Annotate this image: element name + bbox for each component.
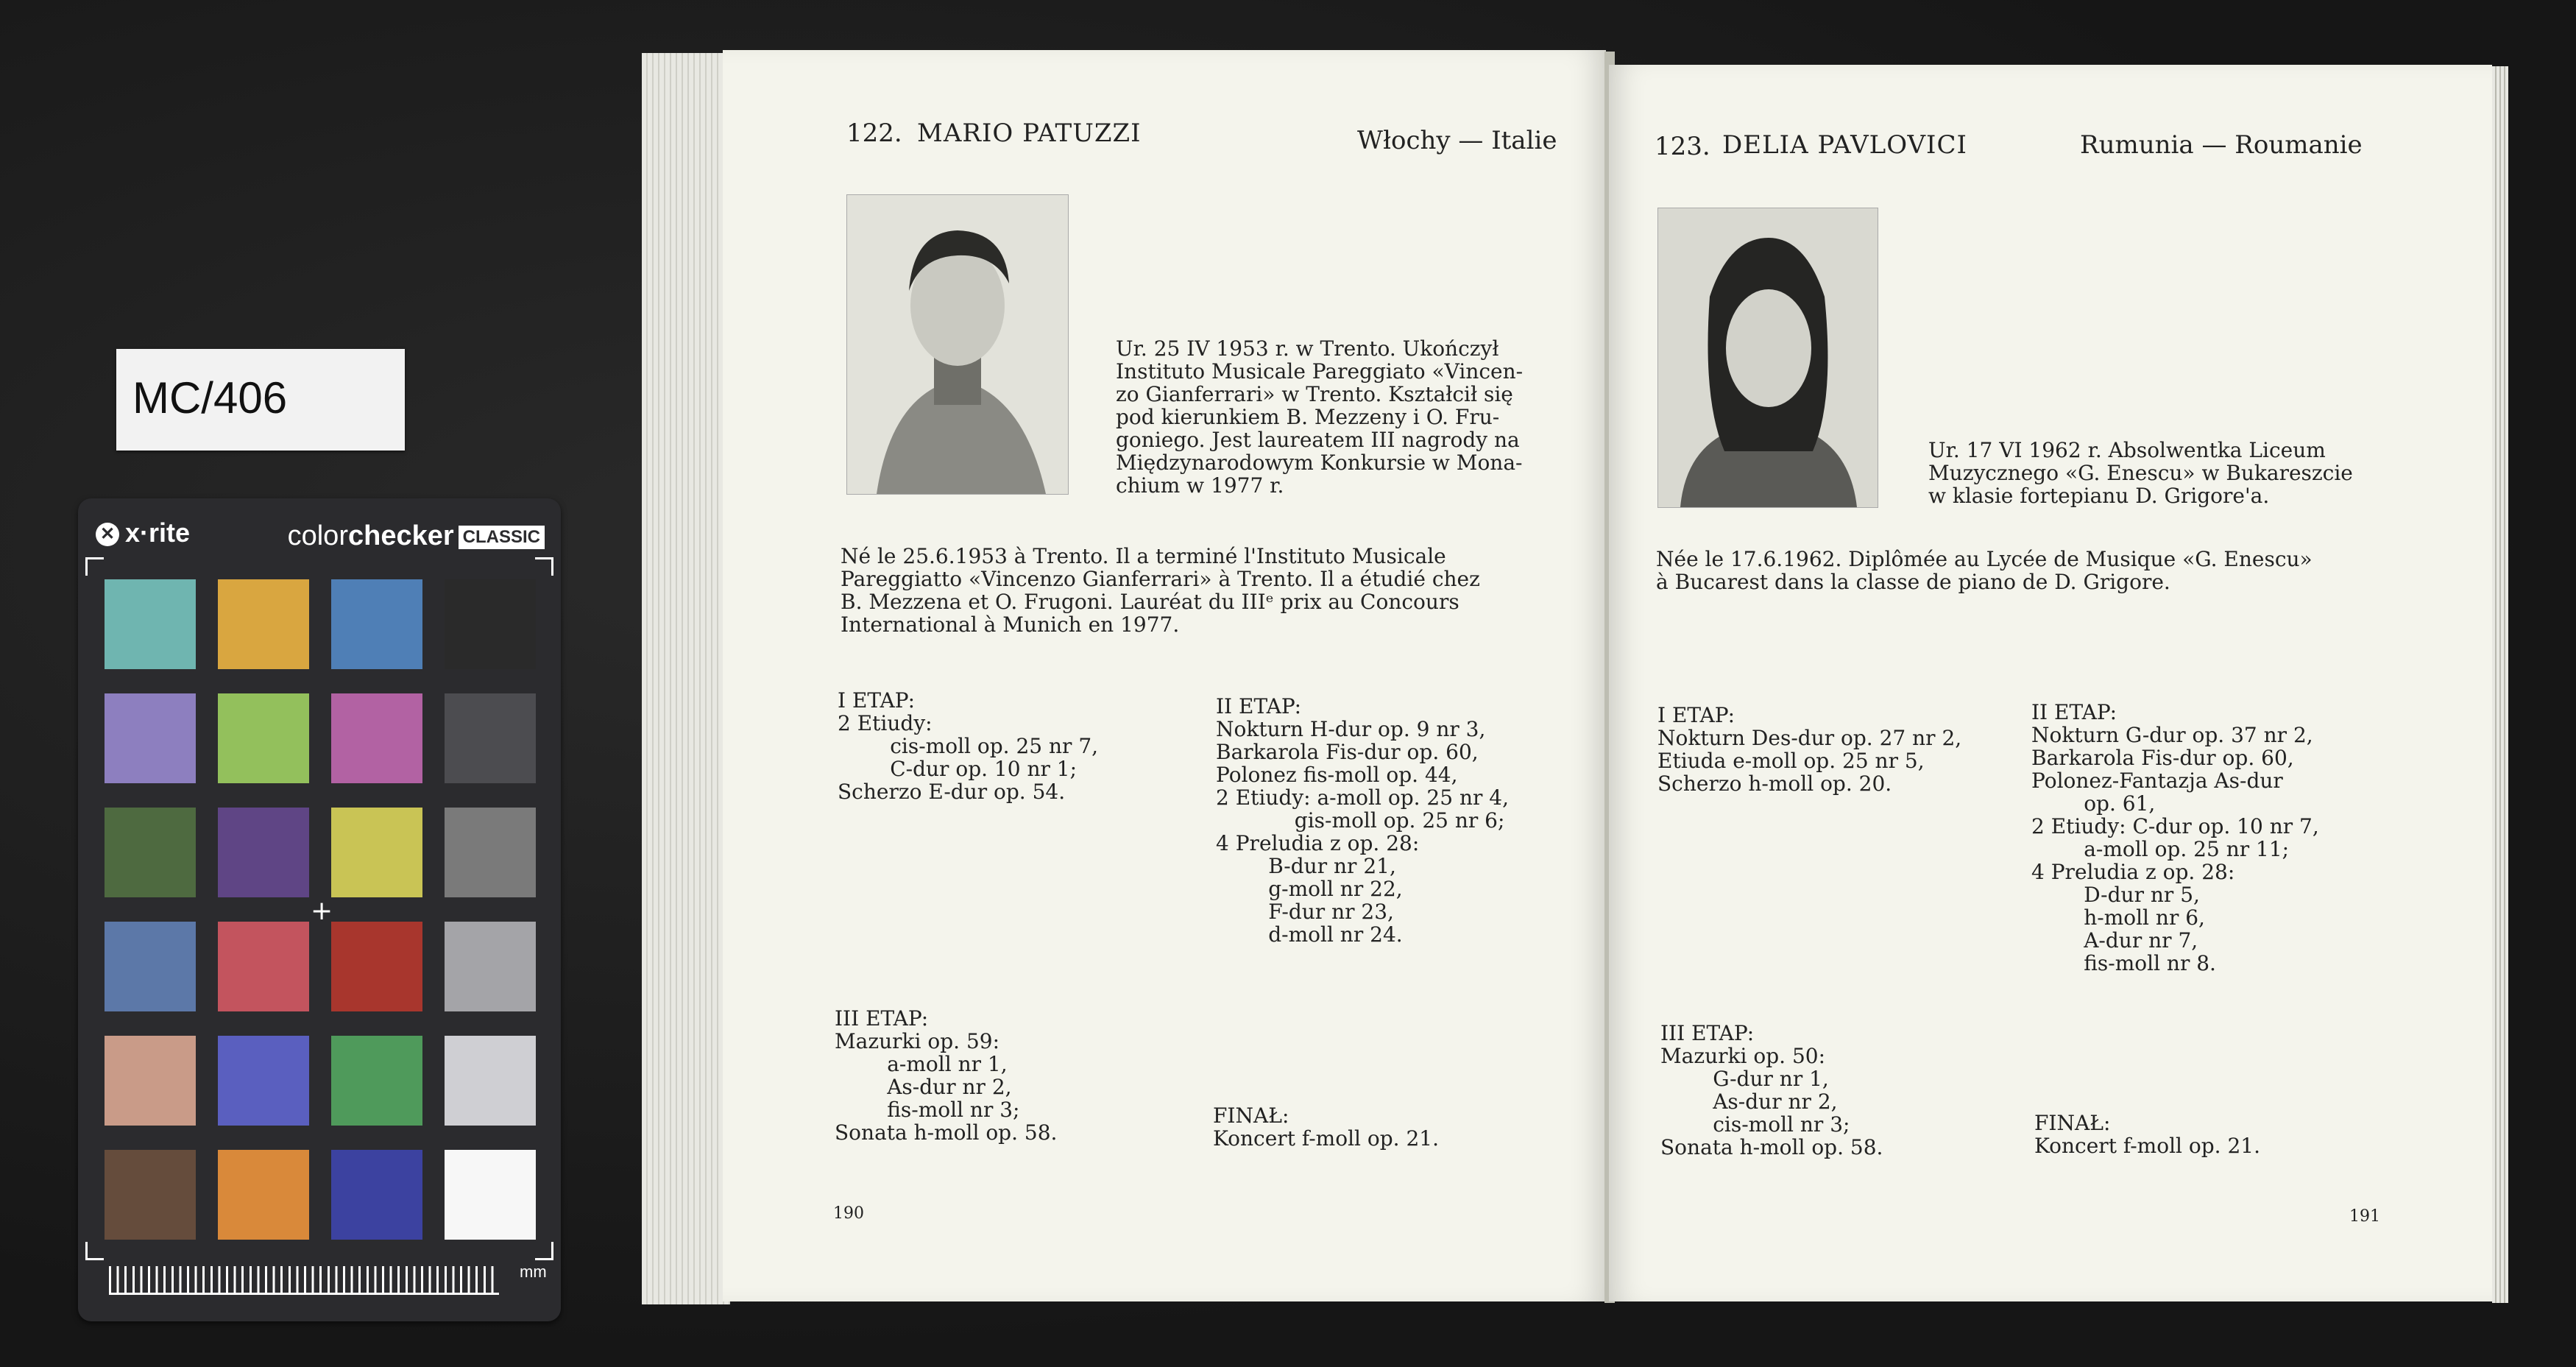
book-page-edges <box>642 53 730 1304</box>
xrite-icon: ✕ <box>96 523 119 546</box>
crosshair-icon: + <box>311 896 333 926</box>
etap3-program: Mazurki op. 50: G-dur nr 1, As-dur nr 2, cis-moll nr 3; Sonata h-moll op. 58. <box>1660 1044 1883 1159</box>
corner-mark <box>535 1242 553 1260</box>
color-swatch <box>331 1150 422 1240</box>
color-swatch <box>218 922 309 1011</box>
product-bold-text: checker <box>347 520 454 551</box>
right-page <box>1609 65 2492 1301</box>
color-swatch <box>445 693 536 783</box>
book-right-edges <box>2492 66 2508 1303</box>
final-program: Koncert f-moll op. 21. <box>2034 1134 2261 1158</box>
corner-mark <box>85 1242 104 1260</box>
bio-french: Né le 25.6.1953 à Trento. Il a terminé l'Instituto Musicale Pareggiatto «Vincenzo Gianferrari» à Trento. Il a étudié chez B. Mezzena et O. Frugoni. Lauréat du IIIᵉ prix au Concours International à Munich en 1977. <box>841 544 1480 637</box>
corner-mark <box>85 557 104 576</box>
etap1-program: 2 Etiudy: cis-moll op. 25 nr 7, C-dur op. 10 nr 1; Scherzo E-dur op. 54. <box>838 711 1099 804</box>
color-swatch <box>105 579 196 669</box>
portrait-photo <box>1657 208 1878 508</box>
etap3-title: III ETAP: <box>835 1006 929 1031</box>
color-swatch <box>105 1150 196 1240</box>
xrite-brand-text: x·rite <box>125 518 191 548</box>
color-swatch <box>445 1036 536 1126</box>
etap2-program: Nokturn G-dur op. 37 nr 2, Barkarola Fis-dur op. 60, Polonez-Fantazja As-dur op. 61, 2 Etiudy: C-dur op. 10 nr 7, a-moll op. 25 nr 11; 4 Preludia z op. 28: D-dur nr 5, h-moll nr 6, A-dur nr 7, fis-moll nr 8. <box>2031 723 2319 975</box>
etap2-title: II ETAP: <box>1216 694 1302 718</box>
page-number: 190 <box>833 1204 864 1223</box>
color-swatch <box>218 1150 309 1240</box>
bio-polish: Ur. 17 VI 1962 r. Absolwentka Liceum Muzycznego «G. Enescu» w Bukareszcie w klasie fortepianu D. Grigore'a. <box>1928 438 2353 508</box>
color-swatch <box>218 808 309 897</box>
entry-name: DELIA PAVLOVICI <box>1722 130 1967 160</box>
etap1-title: I ETAP: <box>1657 703 1735 727</box>
color-swatch <box>218 1036 309 1126</box>
xrite-logo <box>96 518 190 548</box>
final-title: FINAŁ: <box>2034 1111 2111 1135</box>
etap2-program: Nokturn H-dur op. 9 nr 3, Barkarola Fis-dur op. 60, Polonez fis-moll op. 44, 2 Etiudy: a-moll op. 25 nr 4, gis-moll op. 25 nr 6; 4 Preludia z op. 28: B-dur nr 21, g-moll nr 22, F-dur nr 23, d-moll nr 24. <box>1216 717 1509 947</box>
etap1-title: I ETAP: <box>838 688 916 713</box>
final-title: FINAŁ: <box>1213 1103 1289 1128</box>
color-swatch <box>445 579 536 669</box>
entry-country: Rumunia — Roumanie <box>2080 130 2363 160</box>
page-number: 191 <box>2349 1207 2380 1226</box>
color-swatch <box>445 808 536 897</box>
entry-number: 122. <box>846 119 902 148</box>
entry-number: 123. <box>1655 132 1710 161</box>
left-page <box>723 50 1606 1301</box>
entry-country: Włochy — Italie <box>1357 126 1557 155</box>
etap2-title: II ETAP: <box>2031 700 2117 724</box>
portrait-image <box>1658 208 1878 507</box>
etap3-program: Mazurki op. 59: a-moll nr 1, As-dur nr 2, fis-moll nr 3; Sonata h-moll op. 58. <box>835 1029 1058 1145</box>
color-swatch <box>105 1036 196 1126</box>
archive-label <box>116 349 405 451</box>
color-swatch <box>218 579 309 669</box>
final-program: Koncert f-moll op. 21. <box>1213 1126 1440 1151</box>
etap3-title: III ETAP: <box>1660 1021 1755 1045</box>
color-swatch <box>331 922 422 1011</box>
color-swatch <box>331 579 422 669</box>
portrait-photo <box>846 194 1069 495</box>
bio-polish: Ur. 25 IV 1953 r. w Trento. Ukończył Instituto Musicale Pareggiato «Vincen- zo Gianferrari» w Trento. Kształcił się pod kierunkiem B. Mezzeny i O. Fru- goniego. Jest laureatem III nagrody na Międzynarodowym Konkursie w Mona- chium w 1977 r. <box>1116 336 1524 498</box>
color-swatch <box>445 1150 536 1240</box>
portrait-image <box>847 195 1068 494</box>
mm-ruler <box>109 1266 499 1295</box>
color-swatch <box>105 808 196 897</box>
bio-french: Née le 17.6.1962. Diplômée au Lycée de Musique «G. Enescu» à Bucarest dans la classe de piano de D. Grigore. <box>1656 547 2313 594</box>
ruler-unit: mm <box>520 1262 547 1281</box>
corner-mark <box>535 557 553 576</box>
color-swatch <box>445 922 536 1011</box>
etap1-program: Nokturn Des-dur op. 27 nr 2, Etiuda e-moll op. 25 nr 5, Scherzo h-moll op. 20. <box>1657 726 1962 796</box>
classic-badge: CLASSIC <box>459 526 545 549</box>
product-light-text: color <box>287 520 348 551</box>
color-swatch <box>105 693 196 783</box>
archive-label-text: MC/406 <box>132 373 288 423</box>
color-swatch <box>105 922 196 1011</box>
entry-name: MARIO PATUZZI <box>917 119 1142 148</box>
color-swatch <box>331 808 422 897</box>
color-checker-card <box>78 498 561 1321</box>
color-swatch <box>331 1036 422 1126</box>
color-swatch <box>218 693 309 783</box>
color-swatch <box>331 693 422 783</box>
colorchecker-logo <box>288 520 545 552</box>
